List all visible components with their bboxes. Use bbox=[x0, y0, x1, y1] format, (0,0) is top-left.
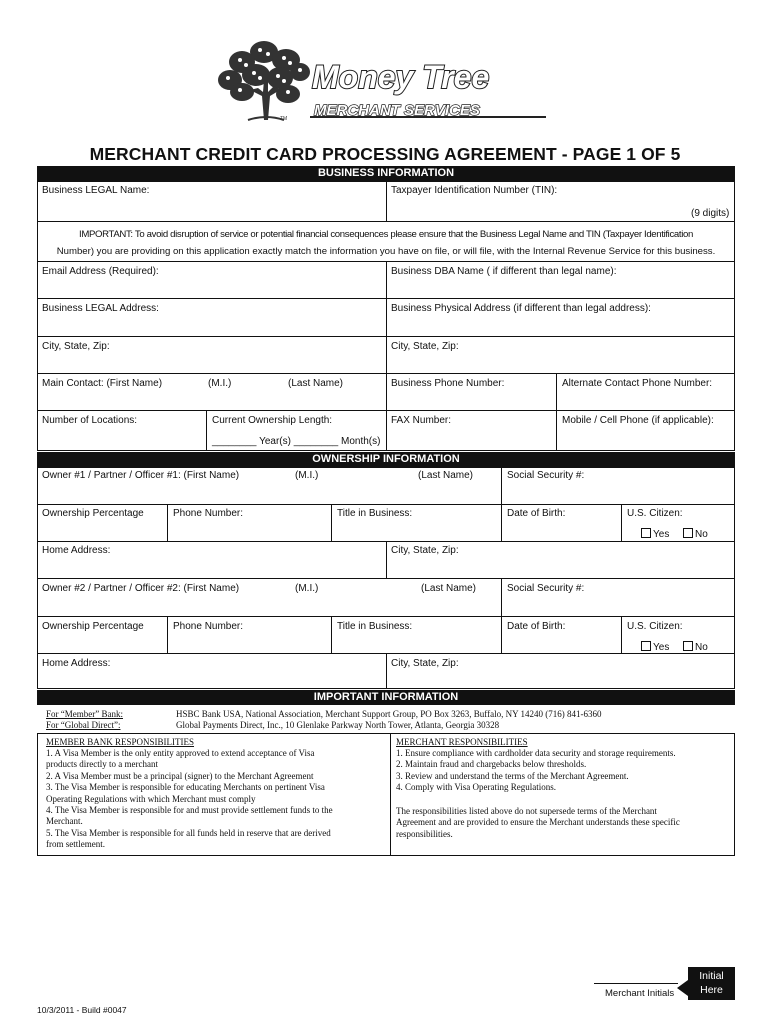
divider bbox=[37, 616, 735, 617]
tin-field[interactable]: Taxpayer Identification Number (TIN): bbox=[391, 185, 558, 196]
business-phone-field[interactable]: Business Phone Number: bbox=[391, 378, 505, 389]
list-item: 3. Review and understand the terms of the Merchant Agreement. bbox=[396, 770, 629, 781]
owner1-home-address-field[interactable]: Home Address: bbox=[42, 545, 111, 556]
divider bbox=[167, 616, 168, 653]
checkbox-icon bbox=[641, 641, 651, 651]
page-title: MERCHANT CREDIT CARD PROCESSING AGREEMENT - PAGE 1 OF 5 bbox=[89, 144, 681, 164]
list-item: 1. A Visa Member is the only entity approved to extend acceptance of Visa bbox=[46, 748, 315, 758]
owner2-phone-field[interactable]: Phone Number: bbox=[173, 621, 244, 632]
merchant-initials-label: Merchant Initials bbox=[605, 988, 675, 999]
important-notice-line: Number) you are providing on this application exactly match the information you have on file, or will file, with the Internal Revenue Service for this business. bbox=[56, 246, 716, 257]
ownership-information-header: OWNERSHIP INFORMATION bbox=[37, 452, 735, 467]
list-item: products directly to a merchant bbox=[46, 759, 158, 770]
owner2-ssn-field[interactable]: Social Security #: bbox=[507, 583, 585, 594]
owner2-citizen-yes-checkbox[interactable] bbox=[641, 641, 669, 653]
mobile-phone-field[interactable]: Mobile / Cell Phone (if applicable): bbox=[562, 415, 714, 426]
owner2-dob-field[interactable]: Date of Birth: bbox=[507, 621, 566, 632]
city-state-zip-field[interactable]: City, State, Zip: bbox=[42, 341, 110, 352]
list-item: 1. Ensure compliance with cardholder data security and storage requirements. bbox=[396, 748, 676, 758]
dba-name-field[interactable]: Business DBA Name ( if different than legal name): bbox=[391, 266, 617, 277]
business-information-header: BUSINESS INFORMATION bbox=[37, 166, 735, 181]
no-label: No bbox=[695, 529, 708, 540]
merchant-responsibilities-list bbox=[396, 748, 676, 794]
business-legal-name-field[interactable]: Business LEGAL Name: bbox=[42, 185, 150, 196]
years-months-field[interactable]: ________ Year(s) ________ Month(s) bbox=[212, 436, 381, 447]
yes-label: Yes bbox=[653, 529, 670, 540]
divider bbox=[37, 578, 735, 579]
owner2-mi-field[interactable]: (M.I.) bbox=[295, 583, 319, 594]
divider bbox=[621, 616, 622, 653]
city-state-zip-field[interactable]: City, State, Zip: bbox=[391, 341, 459, 352]
owner2-citizen-no-checkbox[interactable] bbox=[683, 641, 708, 653]
owner2-ownership-pct-field[interactable]: Ownership Percentage bbox=[42, 621, 144, 632]
list-item: 4. Comply with Visa Operating Regulations. bbox=[396, 782, 557, 793]
owner2-home-address-field[interactable]: Home Address: bbox=[42, 658, 111, 669]
owner1-mi-field[interactable]: (M.I.) bbox=[295, 470, 319, 481]
ownership-length-field[interactable]: Current Ownership Length: bbox=[212, 415, 333, 426]
checkbox-icon bbox=[641, 528, 651, 538]
owner2-title-field[interactable]: Title in Business: bbox=[337, 621, 413, 632]
list-item: 2. Maintain fraud and chargebacks below thresholds. bbox=[396, 759, 587, 770]
no-label: No bbox=[695, 642, 708, 653]
divider bbox=[386, 653, 387, 689]
trademark-mark: TM bbox=[280, 116, 288, 122]
owner2-first-name-field[interactable]: Owner #2 / Partner / Officer #2: (First Name) bbox=[42, 583, 240, 594]
list-item: 3. The Visa Member is responsible for educating Merchants on pertinent Visa bbox=[46, 782, 325, 793]
checkbox-icon bbox=[683, 641, 693, 651]
divider bbox=[386, 541, 387, 578]
list-item: 4. The Visa Member is responsible for and must provide settlement funds to the bbox=[46, 805, 333, 816]
member-bank-value: HSBC Bank USA, National Association, Merchant Support Group, PO Box 3263, Buffalo, NY 14240 (716) 841-6360 bbox=[176, 709, 602, 719]
logo-subtitle-text: MERCHANT SERVICES bbox=[314, 102, 480, 119]
divider bbox=[556, 373, 557, 451]
owner1-dob-field[interactable]: Date of Birth: bbox=[507, 508, 566, 519]
owner2-city-state-zip-field[interactable]: City, State, Zip: bbox=[391, 658, 459, 669]
global-direct-label: For “Global Direct”: bbox=[46, 720, 121, 730]
owner1-citizen-label: U.S. Citizen: bbox=[627, 508, 683, 519]
divider bbox=[331, 504, 332, 541]
build-version: 10/3/2011 - Build #0047 bbox=[37, 1005, 127, 1015]
owner2-last-name-field[interactable]: (Last Name) bbox=[421, 583, 477, 594]
important-notice-line: IMPORTANT: To avoid disruption of service or potential financial consequences please ensure that the Business Legal Name and TIN (Taxpayer Identification bbox=[79, 229, 693, 240]
global-direct-value: Global Payments Direct, Inc., 10 Glenlake Parkway North Tower, Atlanta, Georgia 30328 bbox=[176, 720, 500, 730]
tin-important-notice bbox=[40, 226, 732, 260]
list-item: from settlement. bbox=[46, 839, 105, 850]
merchant-responsibilities-title: MERCHANT RESPONSIBILITIES bbox=[396, 737, 528, 747]
fax-field[interactable]: FAX Number: bbox=[391, 415, 452, 426]
physical-address-field[interactable]: Business Physical Address (if different than legal address): bbox=[391, 303, 651, 314]
divider bbox=[390, 733, 391, 856]
note-line: responsibilities. bbox=[396, 828, 453, 839]
main-contact-last-name-field[interactable]: (Last Name) bbox=[288, 378, 344, 389]
divider bbox=[501, 467, 502, 541]
divider bbox=[37, 504, 735, 505]
logo-brand-text: Money Tree bbox=[312, 59, 490, 95]
list-item: Merchant. bbox=[46, 816, 83, 827]
initial-here-tab bbox=[688, 967, 735, 1000]
divider bbox=[37, 221, 735, 222]
member-bank-label: For “Member” Bank: bbox=[46, 709, 123, 719]
note-line: The responsibilities listed above do not supersede terms of the Merchant bbox=[396, 806, 657, 816]
main-contact-mi-field[interactable]: (M.I.) bbox=[208, 378, 232, 389]
alternate-phone-field[interactable]: Alternate Contact Phone Number: bbox=[562, 378, 713, 389]
divider bbox=[386, 261, 387, 451]
money-tree-logo bbox=[212, 30, 552, 130]
owner2-citizen-label: U.S. Citizen: bbox=[627, 621, 683, 632]
owner1-title-field[interactable]: Title in Business: bbox=[337, 508, 413, 519]
merchant-initials-line[interactable] bbox=[594, 983, 678, 984]
owner1-ownership-pct-field[interactable]: Ownership Percentage bbox=[42, 508, 144, 519]
member-bank-responsibilities-title: MEMBER BANK RESPONSIBILITIES bbox=[46, 737, 195, 747]
tree-icon bbox=[212, 30, 552, 130]
list-item: 5. The Visa Member is responsible for all funds held in reserve that are derived bbox=[46, 827, 331, 838]
owner1-citizen-yes-checkbox[interactable] bbox=[641, 528, 669, 540]
divider bbox=[386, 181, 387, 221]
initial-here-text: Initial bbox=[699, 970, 724, 982]
owner1-first-name-field[interactable]: Owner #1 / Partner / Officer #1: (First Name) bbox=[42, 470, 240, 481]
checkbox-icon bbox=[683, 528, 693, 538]
divider bbox=[167, 504, 168, 541]
divider bbox=[621, 504, 622, 541]
owner1-city-state-zip-field[interactable]: City, State, Zip: bbox=[391, 545, 459, 556]
tin-digits-note: (9 digits) bbox=[691, 208, 730, 219]
number-of-locations-field[interactable]: Number of Locations: bbox=[42, 415, 138, 426]
email-field[interactable]: Email Address (Required): bbox=[42, 266, 159, 277]
note-line: Agreement and are provided to ensure the Merchant understands these specific bbox=[396, 817, 680, 828]
divider bbox=[331, 616, 332, 653]
owner1-ssn-field[interactable]: Social Security #: bbox=[507, 470, 585, 481]
legal-address-field[interactable]: Business LEGAL Address: bbox=[42, 303, 159, 314]
list-item: 2. A Visa Member must be a principal (signer) to the Merchant Agreement bbox=[46, 770, 314, 781]
yes-label: Yes bbox=[653, 642, 670, 653]
important-information-header: IMPORTANT INFORMATION bbox=[37, 690, 735, 705]
member-bank-responsibilities-list bbox=[46, 748, 333, 851]
divider bbox=[501, 578, 502, 653]
main-contact-first-name-field[interactable]: Main Contact: (First Name) bbox=[42, 378, 163, 389]
arrow-left-icon bbox=[677, 980, 688, 996]
owner1-last-name-field[interactable]: (Last Name) bbox=[418, 470, 474, 481]
initial-here-text: Here bbox=[700, 984, 723, 996]
divider bbox=[206, 410, 207, 451]
merchant-responsibilities-note bbox=[396, 806, 680, 840]
list-item: Operating Regulations with which Merchant must comply bbox=[46, 793, 256, 804]
owner1-citizen-no-checkbox[interactable] bbox=[683, 528, 708, 540]
owner1-phone-field[interactable]: Phone Number: bbox=[173, 508, 244, 519]
